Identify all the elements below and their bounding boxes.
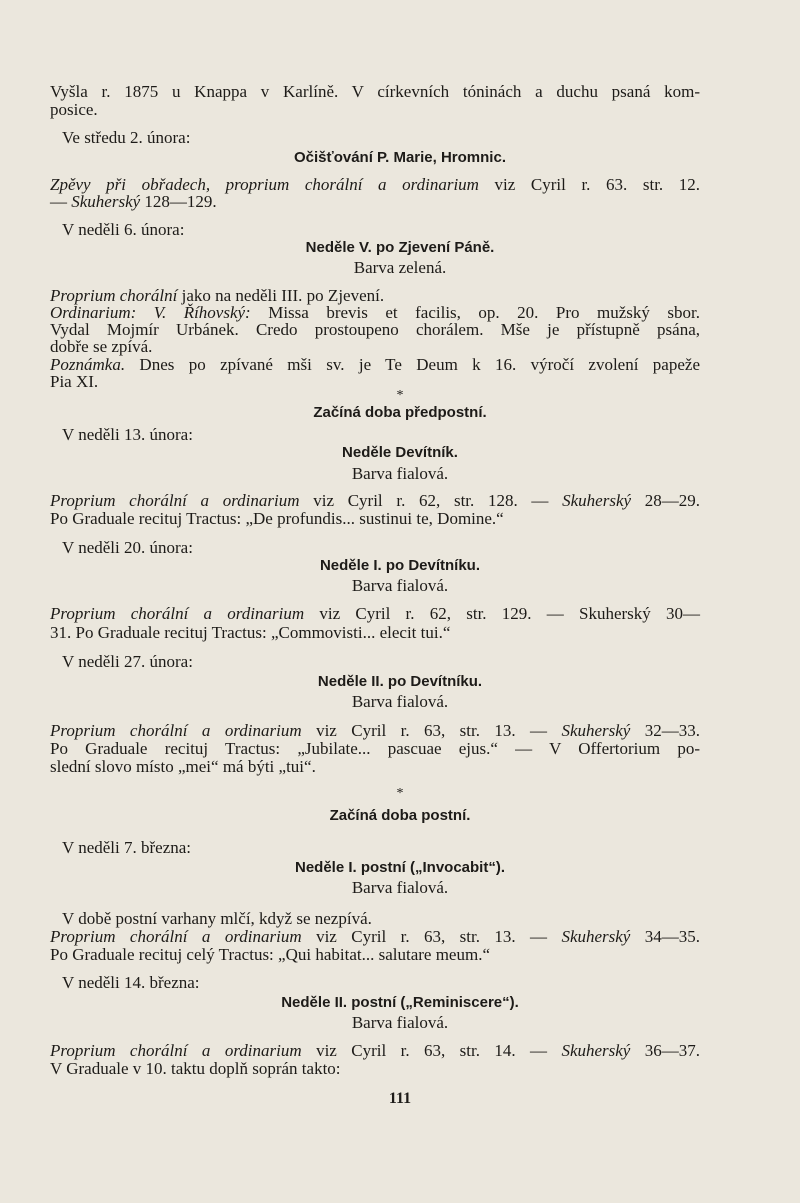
feast-heading: Neděle II. po Devítníku. — [317, 673, 483, 690]
text-line: 31. Po Graduale recituj Tractus: „Commovisti... elecit tui.“ — [50, 623, 451, 642]
italic-text: Proprium chorální a ordinarium — [50, 604, 305, 623]
season-heading: Začíná doba předpostní. — [313, 404, 487, 421]
date-line: V neděli 14. března: — [62, 973, 200, 992]
date-line: V neděli 7. března: — [62, 838, 192, 857]
italic-text: Skuherský — [561, 927, 631, 946]
italic-text: Ordinarium: V. Říhovský: — [50, 303, 251, 322]
text-span: Missa brevis et facilis, op. 20. Pro mužský sbor. — [250, 303, 700, 322]
italic-text: Proprium chorální a ordinarium — [50, 1041, 302, 1060]
text-line: Po Graduale recituj Tractus: „De profundis... sustinui te, Domine.“ — [50, 509, 504, 528]
page-number: 111 — [388, 1090, 412, 1107]
date-line: V neděli 6. února: — [62, 220, 185, 239]
date-line: Ve středu 2. února: — [62, 128, 191, 147]
text-line: Pia XI. — [50, 372, 99, 391]
text-line — [50, 491, 700, 511]
text-span: viz Cyril r. 62, str. 128. — — [299, 491, 563, 510]
italic-text: Skuherský — [561, 721, 631, 740]
text-line: slední slovo místo „mei“ má býti „tui“. — [50, 757, 316, 776]
text-span: viz Cyril r. 63. str. 12. — [478, 175, 701, 194]
text-span: Dnes po zpívané mši sv. je Te Deum k 16. výročí zvolení papeže — [125, 355, 700, 374]
italic-text: Skuherský — [562, 491, 632, 510]
text-line — [50, 721, 700, 741]
feast-heading: Neděle II. postní („Reminiscere“). — [281, 994, 519, 1011]
color-line: Barva fialová. — [351, 878, 449, 897]
color-line: Barva zelená. — [353, 258, 447, 277]
feast-heading: Neděle I. po Devítníku. — [319, 557, 481, 574]
text-line: Vyšla r. 1875 u Knappa v Karlíně. V církevních tóninách a duchu psaná kom- — [50, 82, 700, 101]
italic-text: Proprium chorální — [50, 286, 178, 305]
italic-text: Skuherský — [561, 1041, 631, 1060]
text-line: V Graduale v 10. taktu doplň soprán takto: — [50, 1059, 341, 1078]
text-span: viz Cyril r. 62, str. 129. — Skuherský 30— — [304, 604, 700, 623]
feast-heading: Neděle Devítník. — [342, 444, 458, 461]
text-line: V době postní varhany mlčí, když se nezpívá. — [62, 909, 372, 928]
text-line — [50, 927, 700, 947]
color-line: Barva fialová. — [351, 692, 449, 711]
italic-text: Proprium chorální a ordinarium — [50, 491, 300, 510]
text-span: 36—37. — [630, 1041, 701, 1060]
text-span: — — [50, 192, 72, 211]
asterisk-separator: * — [396, 388, 404, 403]
italic-text: Poznámka. — [50, 355, 126, 374]
italic-text: Proprium chorální a ordinarium — [50, 721, 302, 740]
text-span: 28—29. — [631, 491, 701, 510]
season-heading: Začíná doba postní. — [329, 807, 471, 824]
text-span: 34—35. — [630, 927, 701, 946]
text-span: 32—33. — [630, 721, 701, 740]
text-line — [50, 1041, 700, 1061]
date-line: V neděli 27. února: — [62, 652, 193, 671]
feast-heading: Neděle V. po Zjevení Páně. — [305, 239, 495, 256]
date-line: V neděli 20. února: — [62, 538, 193, 557]
color-line: Barva fialová. — [351, 576, 449, 595]
text-line — [50, 604, 700, 624]
text-line: Vydal Mojmír Urbánek. Credo prostoupeno chorálem. Mše je přístupně psána, — [50, 320, 700, 339]
color-line: Barva fialová. — [351, 1013, 449, 1032]
text-span: viz Cyril r. 63, str. 13. — — [301, 721, 562, 740]
asterisk-separator: * — [396, 786, 404, 801]
italic-text: Proprium chorální a ordinarium — [50, 927, 302, 946]
color-line: Barva fialová. — [351, 464, 449, 483]
feast-heading: Očišťování P. Marie, Hromnic. — [294, 149, 506, 166]
italic-text: Zpěvy při obřadech, proprium chorální a ordinarium — [50, 175, 479, 194]
text-line: Po Graduale recituj celý Tractus: „Qui habitat... salutare meum.“ — [50, 945, 490, 964]
text-line: Po Graduale recituj Tractus: „Jubilate... pascuae ejus.“ — V Offertorium po- — [50, 739, 700, 758]
text-line — [50, 192, 700, 212]
text-span: viz Cyril r. 63, str. 13. — — [301, 927, 562, 946]
text-span: viz Cyril r. 63, str. 14. — — [301, 1041, 562, 1060]
date-line: V neděli 13. února: — [62, 425, 193, 444]
italic-text: Skuherský — [71, 192, 141, 211]
text-span: 128—129. — [140, 192, 217, 211]
text-line: posice. — [50, 100, 98, 119]
feast-heading: Neděle I. postní („Invocabit“). — [294, 859, 506, 876]
text-span: jako na neděli III. po Zjevení. — [177, 286, 385, 305]
text-line: dobře se zpívá. — [50, 337, 153, 356]
